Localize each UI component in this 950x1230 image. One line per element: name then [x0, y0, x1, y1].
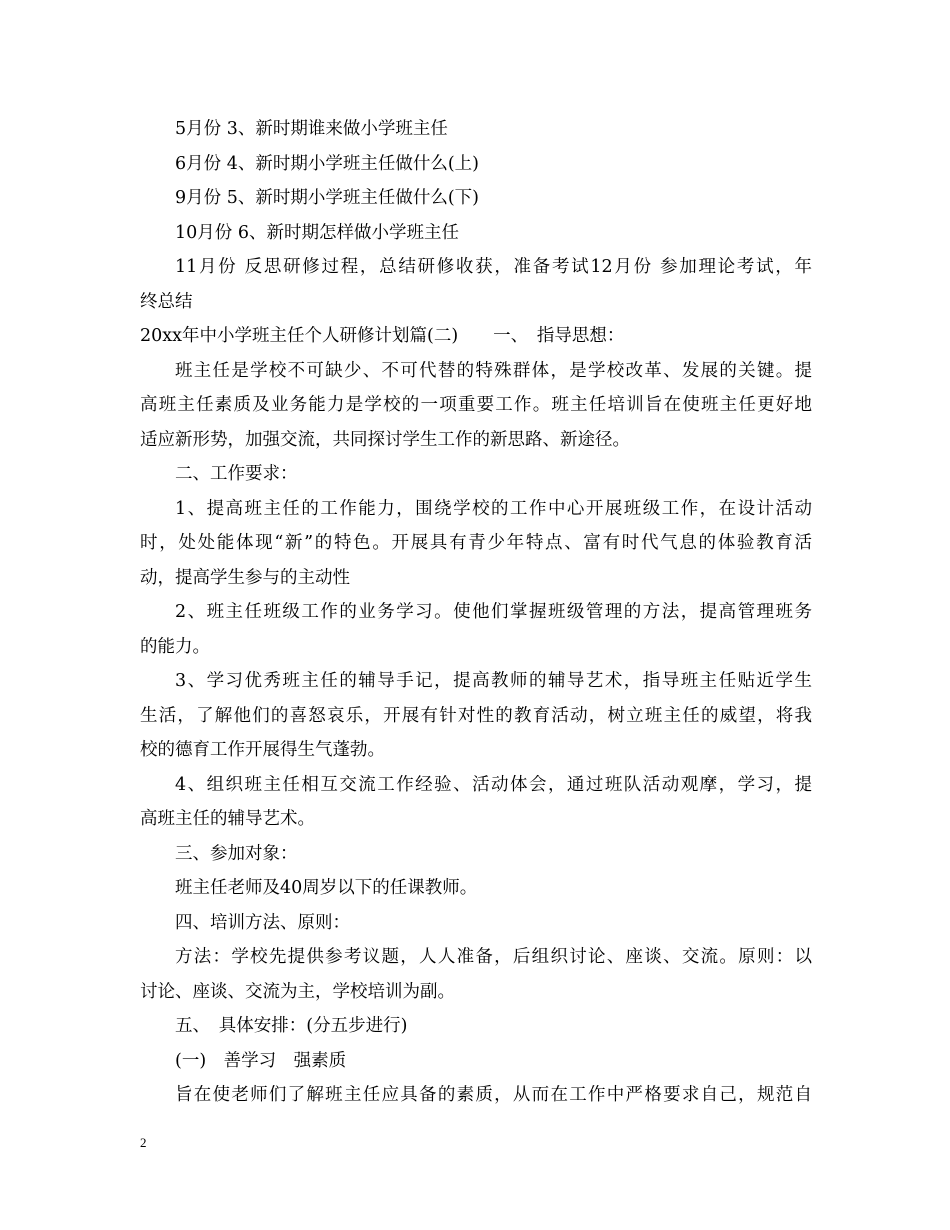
schedule-item-may: 5月份 3、新时期谁来做小学班主任	[175, 119, 448, 139]
requirement-three-line: 3、学习优秀班主任的辅导手记，提高教师的辅导艺术，指导班主任贴近学生	[175, 671, 812, 691]
requirement-two-line: 的能力。	[140, 636, 210, 657]
requirement-three-line: 生活，了解他们的喜怒哀乐，开展有针对性的教育活动，树立班主任的威望，将我	[140, 705, 812, 726]
requirement-two-line: 2、班主任班级工作的业务学习。使他们掌握班级管理的方法，提高管理班务	[175, 602, 812, 622]
requirement-one-line: 1、提高班主任的工作能力，围绕学校的工作中心开展班级工作，在设计活动	[175, 498, 812, 519]
heading-participants: 三、参加对象：	[175, 843, 298, 864]
requirement-four-line: 高班主任的辅导艺术。	[140, 809, 315, 829]
schedule-item-november: 11月份 反思研修过程，总结研修收获，准备考试12月份 参加理论考试，年	[175, 257, 812, 277]
heading-work-requirements: 二、工作要求：	[175, 464, 298, 484]
requirement-one-line: 动，提高学生参与的主动性	[140, 567, 350, 588]
requirement-four-line: 4、组织班主任相互交流工作经验、活动体会，通过班队活动观摩，学习，提	[175, 774, 812, 795]
section-title-plan-two: 20xx年中小学班主任个人研修计划篇(二) 一、 指导思想：	[140, 326, 625, 346]
heading-schedule: 五、 具体安排：(分五步进行)	[175, 1016, 408, 1036]
participants-text: 班主任老师及40周岁以下的任课教师。	[175, 878, 478, 898]
schedule-item-november-cont: 终总结	[140, 291, 193, 312]
heading-training-methods: 四、培训方法、原则：	[175, 912, 350, 933]
schedule-item-september: 9月份 5、新时期小学班主任做什么(下)	[175, 188, 479, 208]
subheading-step-one: (一) 善学习 强素质	[175, 1050, 347, 1071]
methods-paragraph-line: 讨论、座谈、交流为主，学校培训为副。	[140, 981, 455, 1002]
guiding-paragraph-line: 适应新形势，加强交流，共同探讨学生工作的新思路、新途径。	[140, 429, 630, 450]
guiding-paragraph-line: 高班主任素质及业务能力是学校的一项重要工作。班主任培训旨在使班主任更好地	[140, 395, 812, 415]
page-number: 2	[140, 1135, 147, 1150]
requirement-three-line: 校的德育工作开展得生气蓬勃。	[140, 740, 385, 760]
guiding-paragraph-line: 班主任是学校不可缺少、不可代替的特殊群体，是学校改革、发展的关键。提	[175, 360, 812, 381]
schedule-item-june: 6月份 4、新时期小学班主任做什么(上)	[175, 153, 479, 174]
methods-paragraph-line: 方法：学校先提供参考议题，人人准备，后组织讨论、座谈、交流。原则：以	[175, 947, 812, 967]
requirement-one-line: 时，处处能体现“新”的特色。开展具有青少年特点、富有时代气息的体验教育活	[140, 533, 812, 553]
schedule-item-october: 10月份 6、新时期怎样做小学班主任	[175, 222, 459, 243]
document-body	[140, 112, 812, 1113]
step-one-paragraph-line: 旨在使老师们了解班主任应具备的素质，从而在工作中严格要求自己，规范自	[175, 1085, 812, 1105]
